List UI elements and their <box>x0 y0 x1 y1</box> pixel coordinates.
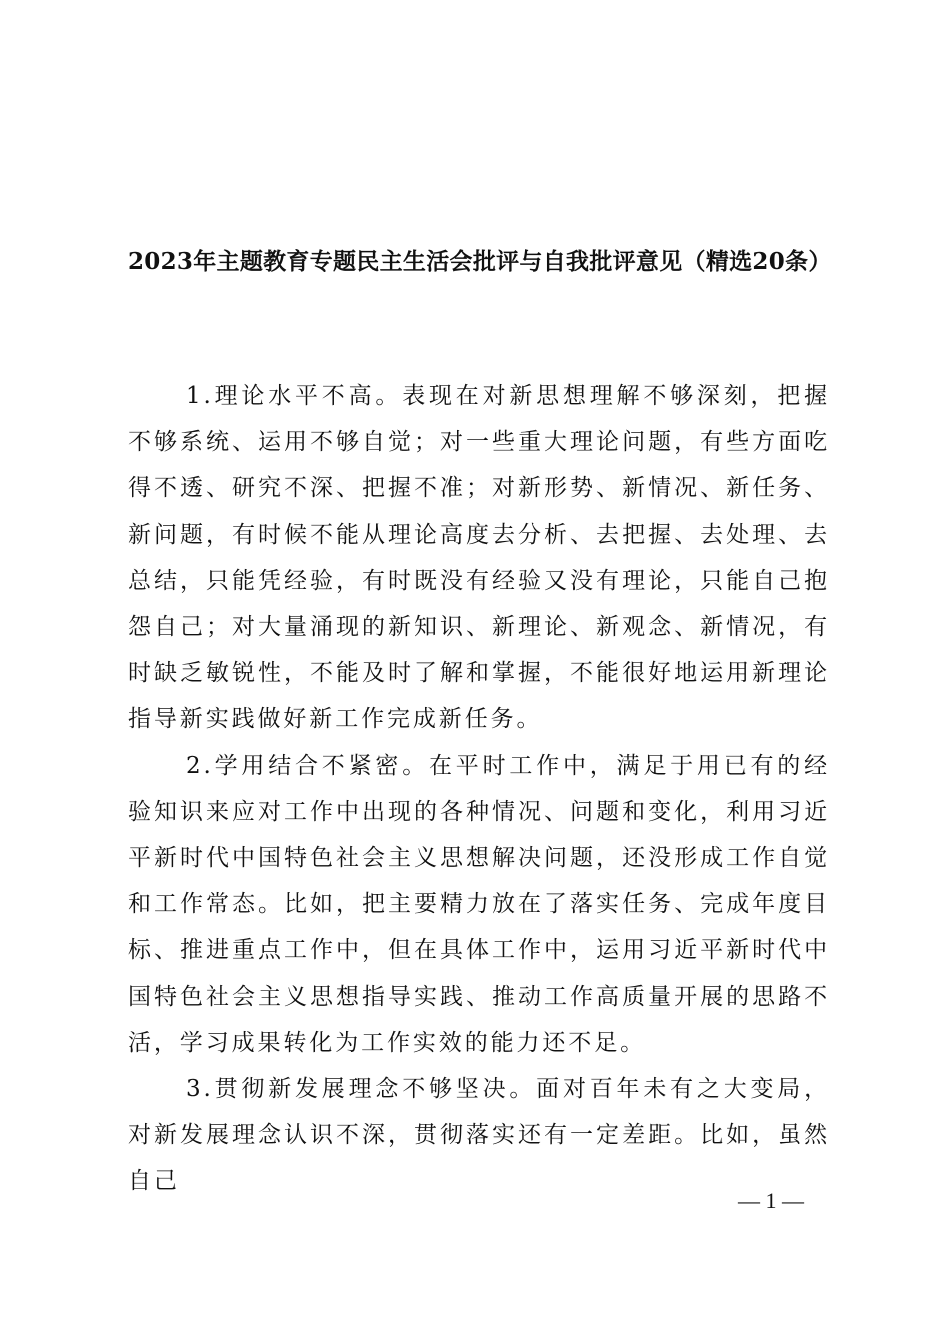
document-body <box>128 373 830 1205</box>
page-number: — 1 — <box>738 1188 804 1213</box>
paragraph-3: 3.贯彻新发展理念不够坚决。面对百年未有之大变局，对新发展理念认识不深，贯彻落实还有一定差距。比如，虽然自己 <box>128 1076 830 1195</box>
paragraph-2: 2.学用结合不紧密。在平时工作中，满足于用已有的经验知识来应对工作中出现的各种情况、问题和变化，利用习近平新时代中国特色社会主义思想解决问题，还没形成工作自觉和工作常态。比如，把主要精力放在了落实任务、完成年度目标、推进重点工作中，但在具体工作中，运用习近平新时代中国特色社会主义思想指导实践、推动工作高质量开展的思路不活，学习成果转化为工作实效的能力还不足。 <box>128 752 830 1056</box>
document-title: 2023年主题教育专题民主生活会批评与自我批评意见（精选20条） <box>128 248 832 275</box>
paragraph-1: 1.理论水平不高。表现在对新思想理解不够深刻，把握不够系统、运用不够自觉；对一些重大理论问题，有些方面吃得不透、研究不深、把握不准；对新形势、新情况、新任务、新问题，有时候不能从理论高度去分析、去把握、去处理、去总结，只能凭经验，有时既没有经验又没有理论，只能自己抱怨自己；对大量涌现的新知识、新理论、新观念、新情况，有时缺乏敏锐性，不能及时了解和掌握，不能很好地运用新理论指导新实践做好新工作完成新任务。 <box>128 383 830 733</box>
